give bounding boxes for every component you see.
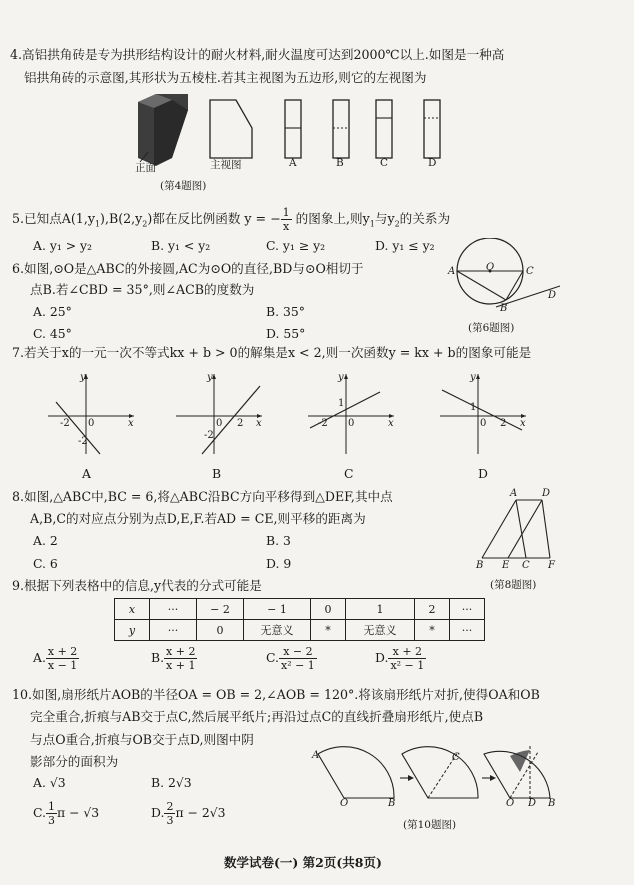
q9-cell: y	[115, 620, 150, 641]
q7-d-y-label: y	[470, 372, 476, 383]
q4-main-view	[210, 100, 252, 158]
q9-table	[114, 598, 485, 641]
q8-option-d[interactable]: D. 9	[266, 556, 292, 571]
q7-c-y-label: y	[338, 372, 344, 383]
q7-a-y-label: y	[80, 372, 86, 383]
q4-option-d-label: D	[428, 157, 437, 169]
q8-option-a[interactable]: A. 2	[33, 533, 58, 548]
q7-option-c[interactable]: C	[344, 466, 354, 481]
q6-label-o: O	[486, 262, 495, 273]
q7-a-x-label: x	[128, 418, 134, 429]
q9-cell: ···	[150, 620, 197, 641]
q9-cell: − 1	[244, 599, 311, 620]
page-footer: 数学试卷(一) 第2页(共8页)	[224, 855, 382, 870]
q9-cell: 2	[415, 599, 450, 620]
q9-cell: 无意义	[244, 620, 311, 641]
q10-label-o: O	[340, 798, 349, 809]
q7-b-x-label: x	[256, 418, 262, 429]
q6-label-d: D	[548, 290, 557, 301]
q7-d-tick-y: 1	[470, 402, 477, 413]
q10-caption: (第10题图)	[403, 819, 457, 831]
q9-cell: x	[115, 599, 150, 620]
q7-a-origin: 0	[88, 418, 95, 429]
q4-option-b-label: B	[336, 157, 344, 169]
q8-label-a: A	[510, 488, 518, 499]
q4-stem-line2: 铝拱角砖的示意图,其形状为五棱柱.若其主视图为五边形,则它的左视图为	[24, 70, 427, 85]
q4-stem-line1: 4.高铝拱角砖是专为拱形结构设计的耐火材料,耐火温度可达到2000℃以上.如图是一种高	[10, 47, 505, 62]
q9-cell: ···	[150, 599, 197, 620]
q8-label-e: E	[502, 560, 510, 571]
q9-option-a[interactable]: A. $\frac{x + 2}{x - 1}$	[33, 645, 78, 672]
q5-option-c[interactable]: C. y₁ ≥ y₂	[266, 238, 326, 253]
q6-label-a: A	[448, 266, 456, 277]
q6-stem-line1: 6.如图,⊙O是△ABC的外接圆,AC为⊙O的直径,BD与⊙O相切于	[12, 261, 364, 276]
q6-label-c: C	[526, 266, 534, 277]
q7-d-x-label: x	[520, 418, 526, 429]
q8-stem-line1: 8.如图,△ABC中,BC = 6,将△ABC沿BC方向平移得到△DEF,其中点	[12, 489, 393, 504]
q7-c-origin: 0	[348, 418, 355, 429]
q9-cell: 0	[197, 620, 244, 641]
q8-figure	[474, 496, 564, 566]
q6-option-d[interactable]: D. 55°	[266, 326, 306, 341]
q4-option-a-label: A	[289, 157, 297, 169]
q10-stem-line1: 10.如图,扇形纸片AOB的半径OA = OB = 2,∠AOB = 120°.将该扇形纸片对折,使得OA和OB	[12, 687, 540, 702]
q8-option-c[interactable]: C. 6	[33, 556, 58, 571]
q7-option-b[interactable]: B	[212, 466, 222, 481]
q7-graph-c	[300, 368, 400, 458]
q7-d-tick-x: 2	[500, 418, 507, 429]
q7-d-origin: 0	[480, 418, 487, 429]
q9-cell: − 2	[197, 599, 244, 620]
q9-cell: 无意义	[346, 620, 415, 641]
q9-option-b[interactable]: B. $\frac{x + 2}{x + 1}$	[151, 645, 196, 672]
q8-label-f: F	[548, 560, 555, 571]
q7-a-tick-y: -2	[78, 436, 88, 447]
q9-option-d[interactable]: D. $\frac{x + 2}{\text{x² − 1}}$	[375, 645, 425, 672]
q9-cell: ···	[450, 620, 485, 641]
q6-caption: (第6题图)	[468, 322, 515, 334]
q8-label-c: C	[522, 560, 530, 571]
q10-label-b: B	[388, 798, 396, 809]
q5-fraction: $\frac{1}{x}$	[282, 206, 290, 233]
q7-b-tick-y: -2	[204, 430, 214, 441]
q6-option-b[interactable]: B. 35°	[266, 304, 305, 319]
q5-option-b[interactable]: B. y₁ < y₂	[151, 238, 211, 253]
q9-cell: 0	[311, 599, 346, 620]
q7-a-tick-x: -2	[60, 418, 70, 429]
q7-option-a[interactable]: A	[82, 466, 91, 481]
q10-label-o2: O	[506, 798, 515, 809]
q9-cell: *	[311, 620, 346, 641]
q4-option-d-shape	[424, 100, 440, 158]
q7-c-tick-y: 1	[338, 398, 345, 409]
q9-row-x	[115, 599, 485, 620]
q9-option-c[interactable]: C. $\frac{x - 2}{\text{x² − 1}}$	[266, 645, 315, 672]
q8-label-b: B	[476, 560, 484, 571]
q6-option-a[interactable]: A. 25°	[33, 304, 72, 319]
q10-option-a[interactable]: A. √3	[33, 775, 66, 790]
q4-option-c-shape	[376, 100, 392, 158]
q10-option-c[interactable]: C. $\frac{1}{3}$ π − √3	[33, 800, 100, 827]
q4-option-a-shape	[285, 100, 301, 158]
q9-cell: ···	[450, 599, 485, 620]
q7-option-d[interactable]: D	[478, 466, 488, 481]
q4-front-label: 正面	[135, 162, 156, 174]
q7-b-origin: 0	[216, 418, 223, 429]
q10-option-d[interactable]: D. $\frac{2}{3}$ π − 2√3	[151, 800, 226, 827]
q8-label-d: D	[542, 488, 551, 499]
q7-stem: 7.若关于x的一元一次不等式kx + b > 0的解集是x < 2,则一次函数y = kx + b的图象可能是	[12, 345, 532, 360]
q10-option-b[interactable]: B. 2√3	[151, 775, 192, 790]
q7-graph-d	[432, 368, 532, 458]
q8-stem-line2: A,B,C的对应点分别为点D,E,F.若AD = CE,则平移的距离为	[30, 511, 366, 526]
q10-stem-line2: 完全重合,折痕与AB交于点C,然后展平纸片;再沿过点C的直线折叠扇形纸片,使点B	[30, 709, 484, 724]
q7-b-y-label: y	[207, 372, 213, 383]
q10-label-c: C	[452, 752, 460, 763]
q8-caption: (第8题图)	[490, 579, 537, 591]
q10-stem-line4: 影部分的面积为	[30, 754, 119, 769]
q10-label-a: A	[312, 750, 320, 761]
q9-cell: *	[415, 620, 450, 641]
q6-stem-line2: 点B.若∠CBD = 35°,则∠ACB的度数为	[30, 282, 255, 297]
q6-label-b: B	[500, 303, 508, 314]
q9-stem: 9.根据下列表格中的信息,y代表的分式可能是	[12, 578, 262, 593]
q4-option-c-label: C	[380, 157, 389, 169]
q8-option-b[interactable]: B. 3	[266, 533, 291, 548]
q9-row-y	[115, 620, 485, 641]
q9-cell: 1	[346, 599, 415, 620]
q5-option-d[interactable]: D. y₁ ≤ y₂	[375, 238, 435, 253]
q7-c-x-label: x	[388, 418, 394, 429]
q7-b-tick-x: 2	[237, 418, 244, 429]
q7-graph-a	[40, 368, 140, 458]
q4-figure	[128, 92, 468, 174]
q10-label-d: D	[528, 798, 537, 809]
q5-stem: 5.已知点$A(1,y_1),B(2,y_2)$都在反比例函数 y = − $\frac{1}{x}$ 的图象上,则$y_1$与$y_2$的关系为	[12, 206, 451, 233]
q10-stem-line3: 与点O重合,折痕与OB交于点D,则图中阴	[30, 732, 254, 747]
q4-caption: (第4题图)	[160, 180, 207, 192]
q4-option-b-shape	[333, 100, 349, 158]
q7-graph-b	[168, 368, 268, 458]
q6-option-c[interactable]: C. 45°	[33, 326, 72, 341]
q4-main-view-label: 主视图	[210, 159, 242, 171]
q10-label-b2: B	[548, 798, 556, 809]
q5-option-a[interactable]: A. y₁ > y₂	[33, 238, 93, 253]
q4-brick	[138, 94, 188, 166]
q7-c-tick-x: -2	[318, 418, 328, 429]
